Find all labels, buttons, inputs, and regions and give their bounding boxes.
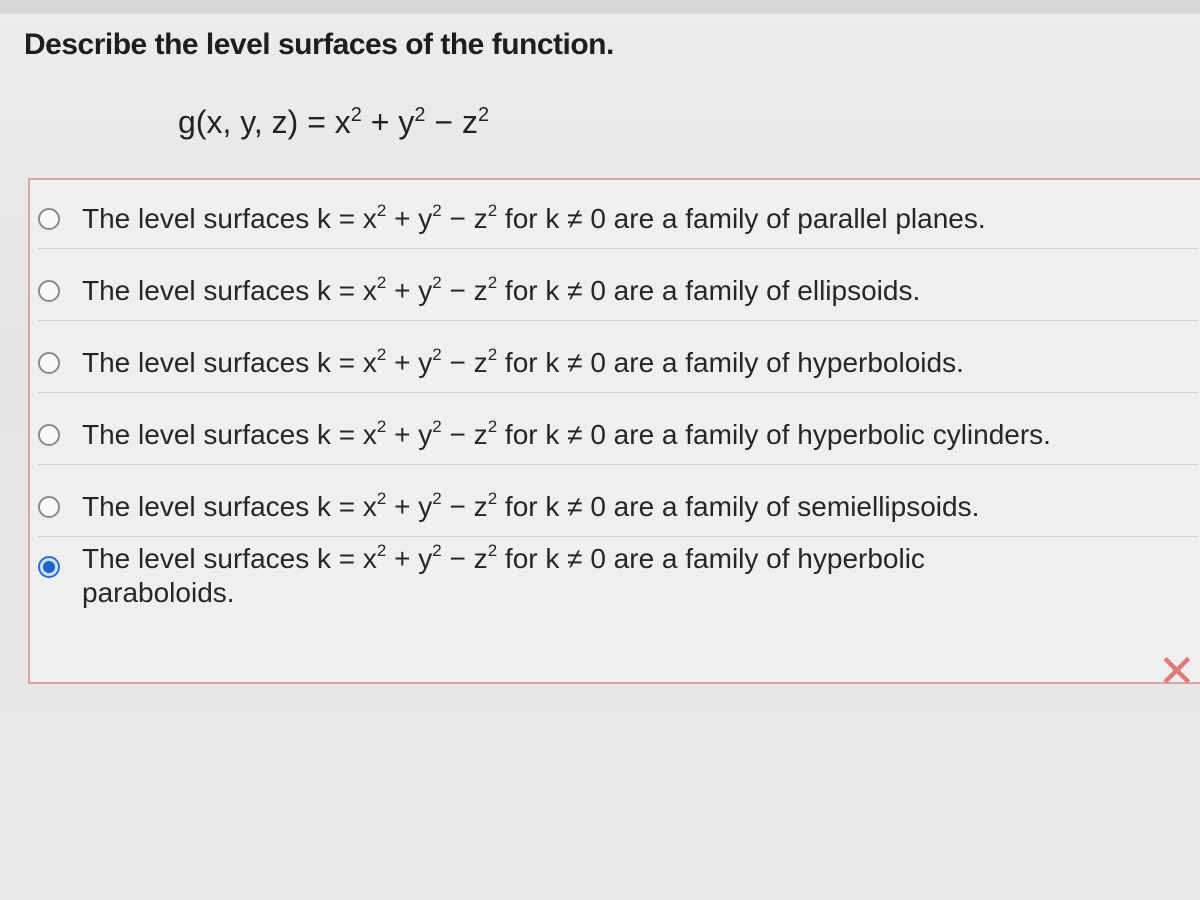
option-hyperboloids[interactable] xyxy=(38,334,1198,393)
radio-button[interactable] xyxy=(38,424,60,446)
function-lhs: g(x, y, z) = x xyxy=(178,104,351,140)
function-exp-x: 2 xyxy=(350,104,362,126)
option-ellipsoids[interactable] xyxy=(38,262,1198,321)
radio-button[interactable] xyxy=(38,280,60,302)
option-label: The level surfaces $k = x^2 + y^2 - z^2$ for k ≠ 0 are a family of ellipsoids. xyxy=(82,273,921,306)
option-label: The level surfaces $k = x^2 + y^2 - z^2$ for k ≠ 0 are a family of parallel planes. xyxy=(82,201,986,234)
function-mid2: − z xyxy=(425,104,478,140)
function-exp-z: 2 xyxy=(477,104,490,126)
function-mid1: + y xyxy=(361,104,415,140)
answer-options xyxy=(28,178,1200,684)
function-exp-y: 2 xyxy=(414,104,426,126)
radio-button[interactable] xyxy=(38,352,60,374)
radio-button[interactable] xyxy=(38,208,60,230)
option-semiellipsoids[interactable] xyxy=(38,478,1198,537)
radio-button[interactable] xyxy=(38,496,60,518)
function-expression xyxy=(178,104,489,141)
option-label: The level surfaces $k = x^2 + y^2 - z^2$ for k ≠ 0 are a family of semiellipsoids. xyxy=(82,489,980,522)
option-parallel-planes[interactable] xyxy=(38,190,1198,249)
incorrect-mark-icon: ✕ xyxy=(1157,645,1196,697)
top-strip xyxy=(0,0,1200,14)
radio-button-selected[interactable] xyxy=(38,556,60,578)
option-label: The level surfaces $k = x^2 + y^2 - z^2$ for k ≠ 0 are a family of hyperbolic cylinders. xyxy=(82,417,1051,450)
option-hyperbolic-cylinders[interactable] xyxy=(38,406,1198,465)
option-hyperbolic-paraboloids[interactable] xyxy=(38,542,1198,632)
question-prompt: Describe the level surfaces of the function. xyxy=(24,28,614,61)
option-label: The level surfaces $k = x^2 + y^2 - z^2$ for k ≠ 0 are a family of hyperbolic paraboloids. xyxy=(82,541,925,608)
option-label: The level surfaces $k = x^2 + y^2 - z^2$ for k ≠ 0 are a family of hyperboloids. xyxy=(82,345,964,378)
